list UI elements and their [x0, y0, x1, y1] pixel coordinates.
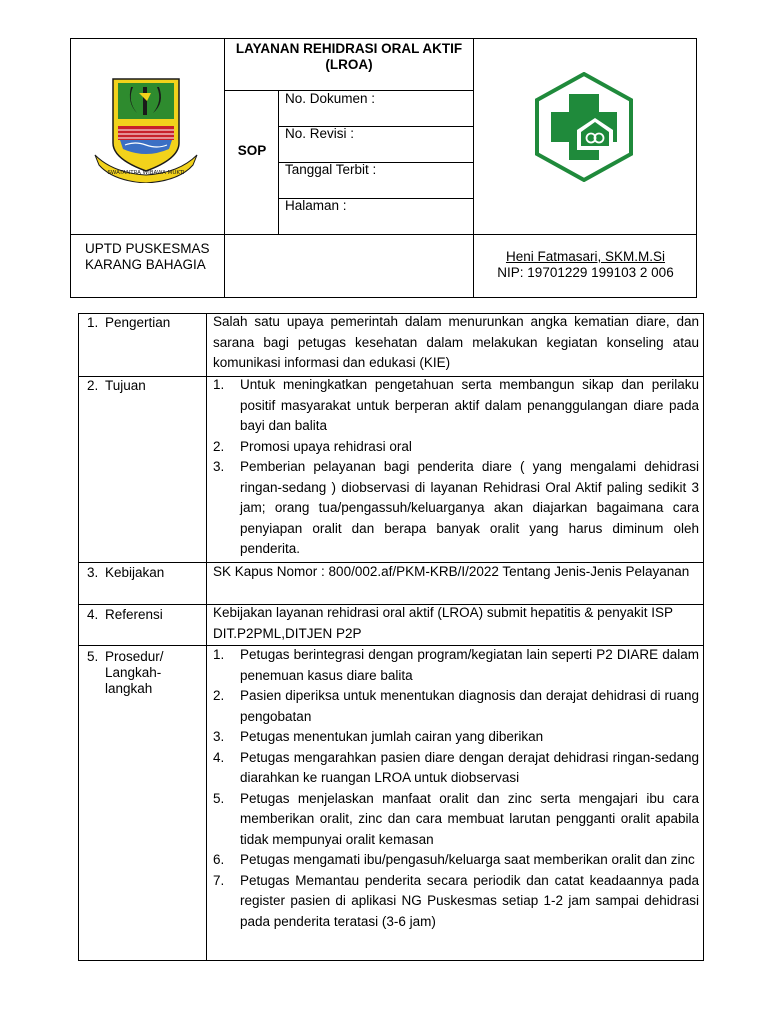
sop-content-table: [78, 313, 704, 961]
section-label-referensi: 4. Referensi: [87, 607, 163, 622]
list-item: 6. Petugas mengamati ibu/pengasuh/keluarga saat memberikan oralit dan zinc: [213, 852, 695, 867]
regency-emblem-icon: [91, 73, 201, 183]
document-title: LAYANAN REHIDRASI ORAL AKTIF (LROA): [235, 41, 463, 72]
list-item: 3. Petugas menentukan jumlah cairan yang diberikan: [213, 729, 544, 744]
sop-header-table: [70, 38, 697, 298]
emblem-motto: SWATANTRA WIBAWA MUKTI: [107, 170, 185, 176]
sop-label: SOP: [237, 143, 267, 158]
meta-page: Halaman :: [285, 198, 347, 213]
regency-emblem: [71, 39, 224, 235]
section-label-kebijakan: 3. Kebijakan: [87, 565, 165, 580]
puskesmas-logo: [529, 72, 639, 185]
list-item: 2. Pasien diperiksa untuk menentukan diagnosis dan derajat dehidrasi di ruang pengobatan: [213, 688, 699, 724]
section-text-referensi: Kebijakan layanan rehidrasi oral aktif (LROA) submit hepatitis & penyakit ISP DIT.P2PML,DITJEN P2P: [213, 605, 673, 641]
signer-nip: NIP: 19701229 199103 2 006: [497, 265, 674, 280]
puskesmas-logo-icon: [529, 72, 639, 182]
meta-doc-number: No. Dokumen :: [285, 91, 376, 106]
organization-name: UPTD PUSKESMAS KARANG BAHAGIA: [85, 241, 210, 272]
section-text-pengertian: Salah satu upaya pemerintah dalam menurunkan angka kematian diare, dan sarana bagi petugas kesehatan dalam melakukan kegiatan konseling atau komunikasi informasi dan edukasi (KIE): [213, 314, 699, 370]
list-item: 7. Petugas Memantau penderita secara periodik dan catat keadaannya pada register pasien di aplikasi NG Puskesmas setiap 1-2 jam sampai dehidrasi pada penderita teratasi (3-6 jam): [213, 872, 699, 929]
signer-name: Heni Fatmasari, SKM.M.Si: [505, 249, 666, 264]
list-item: 1. Petugas berintegrasi dengan program/kegiatan lain seperti P2 DIARE dalam penemuan kasus diare balita: [213, 647, 699, 683]
signature-block: [474, 249, 697, 281]
section-text-kebijakan: SK Kapus Nomor : 800/002.af/PKM-KRB/I/2022 Tentang Jenis-Jenis Pelayanan: [213, 564, 690, 579]
section-label-prosedur: 5. Prosedur/ Langkah- langkah: [87, 649, 164, 696]
section-label-pengertian: 1. Pengertian: [87, 315, 171, 330]
prosedur-list: [213, 645, 699, 932]
meta-issue-date: Tanggal Terbit :: [285, 162, 377, 177]
section-label-tujuan: 2. Tujuan: [87, 378, 146, 393]
list-item: 1. Untuk meningkatkan pengetahuan serta membangun sikap dan perilaku positif masyarakat untuk berperan aktif dalam penanggulangan diare pada bayi dan balita: [213, 377, 699, 433]
list-item: 2. Promosi upaya rehidrasi oral: [213, 438, 412, 454]
list-item: 5. Petugas menjelaskan manfaat oralit dan zinc serta mengajari ibu cara memberikan oralit, zinc dan cara membuat larutan pengganti oralit apabila tidak mempunyai oralit kemasan: [213, 790, 699, 847]
list-item: 3. Pemberian pelayanan bagi penderita diare ( yang mengalami dehidrasi ringan-sedang ) diobservasi di layanan Rehidrasi Oral Aktif paling sedikit 3 jam; orang tua/pengassuh/keluarganya akan diajarkan bagaimana cara penyiapan oralit dan berapa banyak oralit yang harus diminum oleh penderita.: [213, 459, 699, 556]
tujuan-list: [213, 375, 699, 560]
meta-revision: No. Revisi :: [285, 126, 355, 141]
list-item: 4. Petugas mengarahkan pasien diare dengan derajat dehidrasi ringan-sedang diarahkan ke ruangan LROA untuk diobservasi: [213, 749, 699, 785]
